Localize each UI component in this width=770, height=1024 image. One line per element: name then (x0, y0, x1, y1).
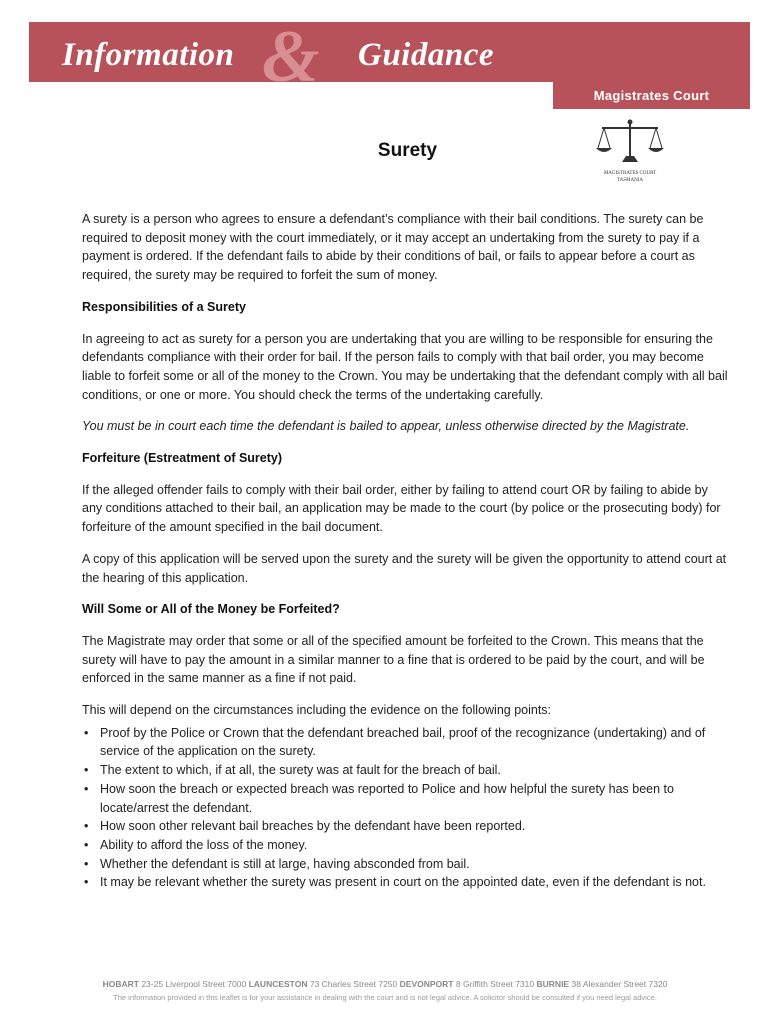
forfeiture-paragraph-2: A copy of this application will be served upon the surety and the surety will be given the opportunity to attend court at the hearing of this application. (82, 551, 727, 585)
footer-burnie-label: BURNIE (536, 979, 570, 989)
banner-word-information: Information (62, 37, 235, 73)
list-item: • Ability to afford the loss of the money. (82, 836, 730, 855)
footer-devonport-address: 8 Griffith Street 7310 (455, 979, 535, 989)
footer-hobart-address: 23-25 Liverpool Street 7000 (141, 979, 247, 989)
main-content (82, 210, 730, 892)
list-item: • It may be relevant whether the surety was present in court on the appointed date, even if the defendant is not. (82, 873, 730, 892)
responsibilities-paragraph: In agreeing to act as surety for a person you are undertaking that you are willing to be responsible for ensuring the defendants compliance with their order for bail. If the person fails to comply with that bail order, you may become liable to forfeit some or all of the money to the Crown. You may be undertaking that the defendant comply with all bail conditions, or one or more. You should check the terms of the undertaking carefully. (82, 331, 728, 402)
crest-line-1: MAGISTRATES COURT (603, 171, 657, 176)
banner-word-guidance: Guidance (358, 37, 494, 73)
heading-money-forfeited: Will Some or All of the Money be Forfeited? (82, 602, 340, 617)
circumstances-list (82, 724, 730, 892)
forfeiture-paragraph-1: If the alleged offender fails to comply with their bail order, either by failing to attend court OR by failing to abide by any conditions attached to their bail, an application may be made to the court (by police or the prosecuting body) for forfeiture of the amount specified in the bail document. (82, 482, 721, 535)
footer-launceston-label: LAUNCESTON (248, 979, 308, 989)
list-item: • How soon other relevant bail breaches by the defendant have been reported. (82, 817, 730, 836)
heading-responsibilities: Responsibilities of a Surety (82, 299, 246, 314)
list-item: • Whether the defendant is still at large, having absconded from bail. (82, 855, 730, 874)
list-item: • Proof by the Police or Crown that the defendant breached bail, proof of the recognizance (undertaking) and of service of the application on the surety. (82, 724, 730, 761)
footer-devonport-label: DEVONPORT (399, 979, 454, 989)
footer-addresses (0, 979, 770, 989)
intro-paragraph: A surety is a person who agrees to ensure a defendant’s compliance with their bail conditions. The surety can be required to deposit money with the court immediately, or it may accept an undertaking from the surety to pay if a payment is ordered. If the defendant fails to abide by their conditions of bail, or fails to appear before a court as required, the surety may be required to forfeit the sum of money. (82, 212, 704, 283)
footer-disclaimer: The information provided in this leaflet is for your assistance in dealing with the court and is not legal advice. A solicitor should be consulted if you need legal advice. (113, 993, 657, 1002)
list-item: • The extent to which, if at all, the surety was at fault for the breach of bail. (82, 761, 730, 780)
attendance-note: You must be in court each time the defendant is bailed to appear, unless otherwise directed by the Magistrate. (82, 419, 690, 434)
heading-forfeiture: Forfeiture (Estreatment of Surety) (82, 451, 283, 466)
money-paragraph-1: The Magistrate may order that some or all of the specified amount be forfeited to the Crown. This means that the surety will have to pay the amount in a similar manner to a fine that is ordered to be paid by the court, and will be enforced in the same manner as a fine if not paid. (82, 633, 705, 686)
crest-line-2: TASMANIA (617, 178, 643, 183)
list-item: • How soon the breach or expected breach was reported to Police and how helpful the surety has been to locate/arrest the defendant. (82, 780, 730, 817)
footer-burnie-address: 38 Alexander Street 7320 (571, 979, 668, 989)
footer-hobart-label: HOBART (102, 979, 139, 989)
footer-launceston-address: 73 Charles Street 7250 (309, 979, 398, 989)
banner-ampersand: & (262, 16, 320, 98)
page-title: Surety (377, 140, 438, 161)
crest-caption (590, 170, 670, 184)
magistrates-court-badge: Magistrates Court (553, 82, 750, 109)
money-paragraph-2: This will depend on the circumstances including the evidence on the following points: (82, 703, 552, 718)
